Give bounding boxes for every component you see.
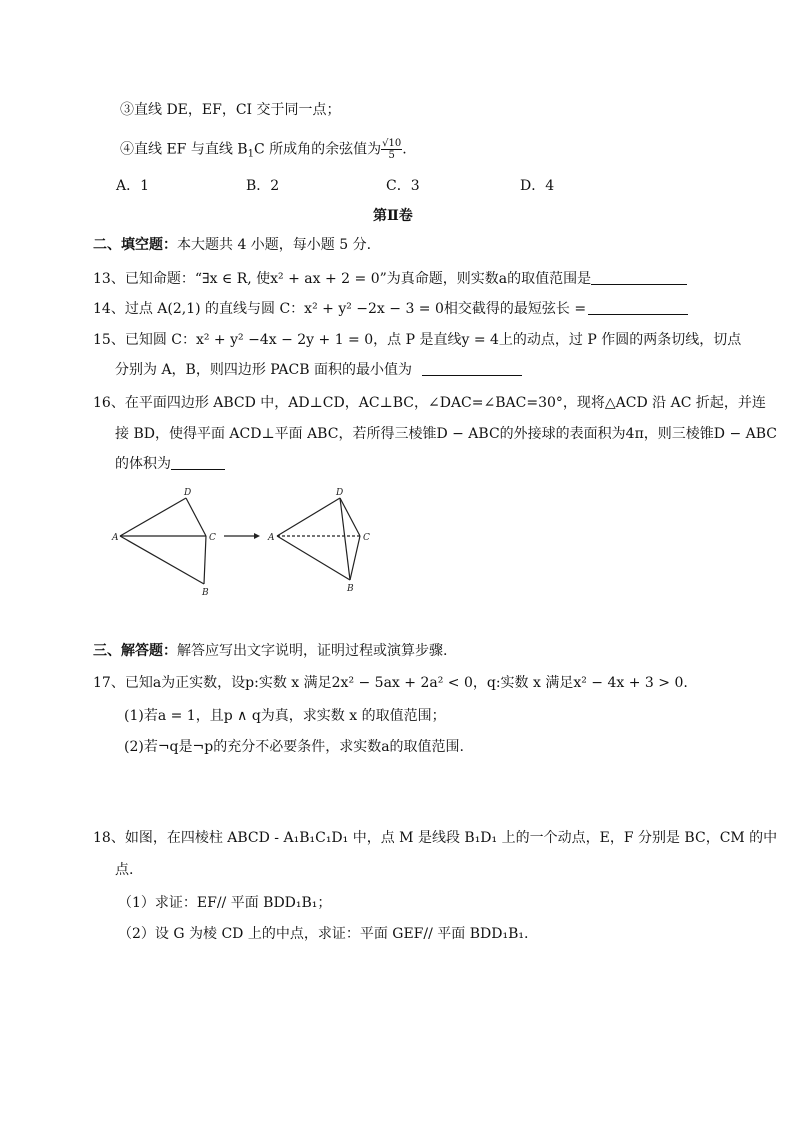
quadrilateral-figure: [111, 488, 216, 598]
label-b: B: [347, 584, 354, 594]
label-c: C: [209, 533, 216, 543]
question-15-line1: 15、已知圆 C：x² + y² −4x − 2y + 1 = 0，点 P 是直线y = 4上的动点，过 P 作圆的两条切线，切点: [93, 332, 742, 348]
question-13: 13、已知命题：“∃x ∈ R, 使x² + ax + 2 = 0”为真命题，则实数a的取值范围是: [93, 269, 687, 289]
label-b: B: [202, 588, 209, 598]
answer-blank: [171, 455, 225, 470]
answer-blank: [422, 361, 522, 376]
question-14: 14、过点 A(2,1) 的直线与圆 C：x² + y² −2x − 3 = 0相交截得的最短弦长 =: [93, 299, 688, 319]
label-d: D: [336, 488, 344, 498]
question-15-line2: 分别为 A，B，则四边形 PACB 面积的最小值为: [115, 360, 522, 380]
question-18-line2: 点.: [115, 862, 134, 878]
choice-c: C．3: [386, 178, 420, 194]
question-18-part2: （2）设 G 为棱 CD 上的中点，求证：平面 GEF// 平面 BDD₁B₁.: [118, 926, 529, 942]
statement-3: ③直线 DE，EF，CI 交于同一点；: [120, 102, 341, 118]
question-16-line2: 接 BD，使得平面 ACD⊥平面 ABC，若所得三棱锥D − ABC的外接球的表面积为4π，则三棱锥D − ABC: [115, 426, 778, 442]
answer-blank: [591, 270, 687, 285]
label-c: C: [363, 533, 370, 543]
label-d: D: [184, 488, 192, 498]
arrow-icon: [224, 533, 260, 539]
fill-in-header: 二、填空题：本大题共 4 小题，每小题 5 分.: [93, 237, 372, 253]
statement-4: ④直线 EF 与直线 $B_1C$ 所成角的余弦值为 $\frac{√10}{5}$ .: [120, 138, 407, 161]
question-16-line3: 的体积为: [115, 454, 225, 474]
choice-a: A．1: [116, 178, 150, 194]
choice-b: B．2: [246, 178, 280, 194]
cosine-fraction: $\frac{√10}{5}$: [382, 138, 402, 161]
label-a: A: [268, 533, 275, 543]
question-17: 17、已知a为正实数，设p:实数 x 满足2x² − 5ax + 2a² < 0，q:实数 x 满足x² − 4x + 3 > 0.: [93, 675, 688, 691]
answer-blank: [588, 300, 688, 315]
section-title: 第Ⅱ卷: [373, 208, 413, 224]
question-18-part1: （1）求证：EF// 平面 BDD₁B₁；: [118, 895, 332, 911]
question-17-part1: (1)若a = 1，且p ∧ q为真，求实数 x 的取值范围；: [124, 708, 446, 724]
label-a: A: [112, 533, 119, 543]
question-17-part2: (2)若¬q是¬p的充分不必要条件，求实数a的取值范围.: [124, 739, 465, 755]
fold-figure: [110, 484, 380, 600]
tetrahedron-figure: [267, 488, 370, 594]
solution-header: 三、解答题：解答应写出文字说明，证明过程或演算步骤.: [93, 643, 448, 659]
question-16-line1: 16、在平面四边形 ABCD 中，AD⊥CD，AC⊥BC，∠DAC=∠BAC=30°，现将△ACD 沿 AC 折起，并连: [93, 395, 766, 411]
choice-d: D．4: [520, 178, 555, 194]
question-18-line1: 18、如图，在四棱柱 ABCD - A₁B₁C₁D₁ 中，点 M 是线段 B₁D₁ 上的一个动点，E，F 分别是 BC，CM 的中: [93, 830, 778, 846]
